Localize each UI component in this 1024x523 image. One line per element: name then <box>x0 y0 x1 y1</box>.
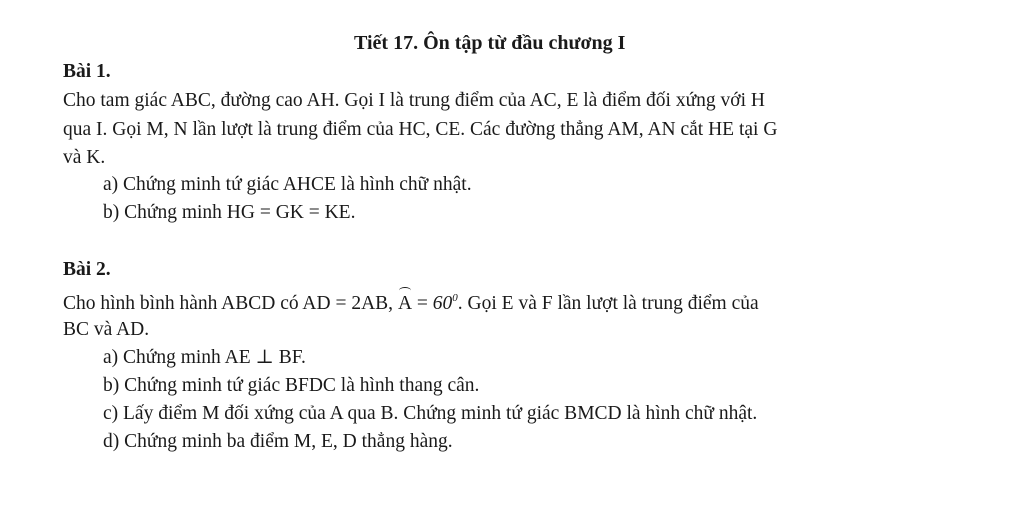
exercise-2-text-line-1 <box>63 293 759 314</box>
degree-symbol: 0 <box>452 292 458 304</box>
exercise-1-heading: Bài 1. <box>63 61 111 82</box>
exercise-1-text-line-3: và K. <box>63 147 106 168</box>
angle-equals: = <box>412 293 433 314</box>
exercise-1-text-line-2: qua I. Gọi M, N lần lượt là trung điểm của HC, CE. Các đường thẳng AM, AN cắt HE tại G <box>63 119 778 140</box>
exercise-2-line-1-suffix: . Gọi E và F lần lượt là trung điểm của <box>457 293 759 314</box>
exercise-2-item-d: d) Chứng minh ba điểm M, E, D thẳng hàng. <box>103 431 453 452</box>
exercise-2-text-line-2: BC và AD. <box>63 319 150 340</box>
angle-value: 60 <box>432 293 453 314</box>
exercise-2-item-c: c) Lấy điểm M đối xứng của A qua B. Chứng minh tứ giác BMCD là hình chữ nhật. <box>103 403 758 424</box>
exercise-2-item-b: b) Chứng minh tứ giác BFDC là hình thang cân. <box>103 375 480 396</box>
angle-a-hat: A <box>397 293 413 314</box>
exercise-2-line-1-prefix: Cho hình bình hành ABCD có AD = 2AB, <box>63 293 398 314</box>
exercise-2-heading: Bài 2. <box>63 259 111 280</box>
exercise-1-text-line-1: Cho tam giác ABC, đường cao AH. Gọi I là trung điểm của AC, E là điểm đối xứng với H <box>63 90 765 111</box>
exercise-2-item-a: a) Chứng minh AE ⊥ BF. <box>103 347 306 368</box>
exercise-1-item-a: a) Chứng minh tứ giác AHCE là hình chữ nhật. <box>103 174 472 195</box>
exercise-1-item-b: b) Chứng minh HG = GK = KE. <box>103 202 356 223</box>
page-title: Tiết 17. Ôn tập từ đầu chương I <box>354 32 626 54</box>
